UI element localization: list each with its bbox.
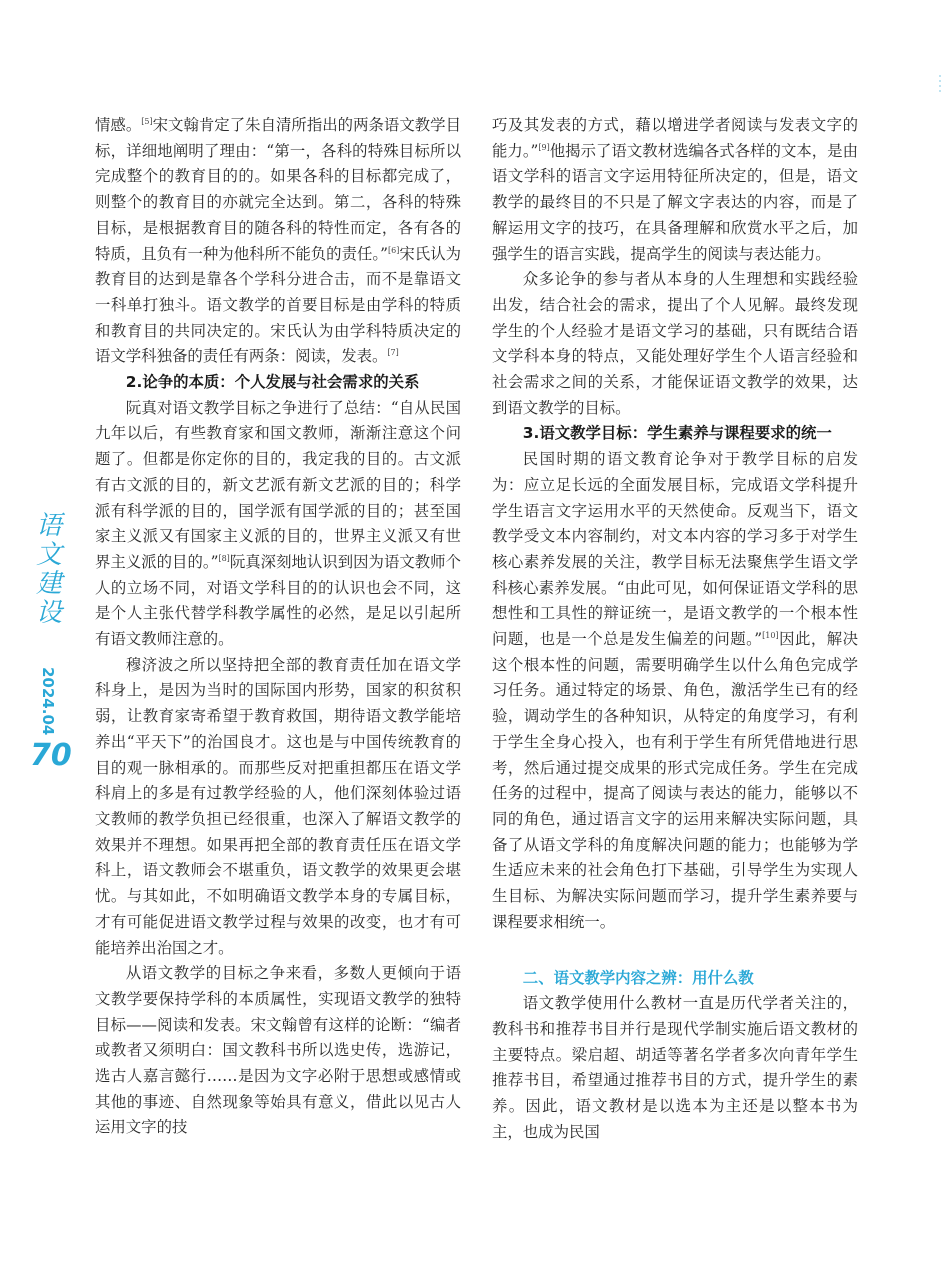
paragraph: 情感。[5]宋文翰肯定了朱自清所指出的两条语文教学目标，详细地阐明了理由：“第一，各科的特殊目标所以完成整个的教育目的的。如果各科的目标都完成了，则整个的教育目的亦就完全达到。第二，各科的特殊目标，是根据教育目的随各科的特性而定，各有各的特质，且负有一种为他科所不能负的责任。”[6]宋氏认为教育目的达到是靠各个学科分进合击，而不是靠语文一科单打独斗。语文教学的首要目标是由学科的特质和教育目的共同决定的。宋氏认为由学科特质决定的语文学科独备的责任有两条：阅读，发表。[7] <box>95 116 461 366</box>
paragraph: 众多论争的参与者从本身的人生理想和实践经验出发，结合社会的需求，提出了个人见解。最终发现学生的个人经验才是语文学习的基础，只有既结合语文学科本身的特点，又能处理好学生个人语言经验和社会需求之间的关系，才能保证语文教学的效果，达到语文教学的目标。 <box>492 270 858 417</box>
citation: [8] <box>218 553 230 563</box>
subsection-heading: 2.论争的本质：个人发展与社会需求的关系 <box>125 373 420 392</box>
subsection-heading: 3.语文教学目标：学生素养与课程要求的统一 <box>522 424 832 443</box>
right-column <box>492 113 858 1145</box>
journal-name: 语文建设 <box>35 511 62 628</box>
citation: [6] <box>388 245 400 255</box>
citation: [5] <box>141 117 153 126</box>
journal-issue: 2024.04 <box>39 667 57 736</box>
paragraph: 从语文教学的目标之争来看，多数人更倾向于语文教学要保持学科的本质属性，实现语文教学的独特目标——阅读和发表。宋文翰曾有这样的论断：“编者或教者又须明白：国文教科书所以选史传，选游记，选古人嘉言懿行……是因为文字必附于思想或感情或其他的事迹、自然现象等始具有意义，借此以见古人运用文字的技 <box>95 964 461 1137</box>
paragraph: 民国时期的语文教育论争对于教学目标的启发为：应立足长远的全面发展目标，完成语文学科提升学生语言文字运用水平的天然使命。反观当下，语文教学受文本内容制约，对文本内容的学习多于对学生核心素养发展的关注，教学目标无法聚焦学生语文学科核心素养发展。“由此可见，如何保证语文学科的思想性和工具性的辩证统一，是语文教学的一个根本性问题，也是一个总是发生偏差的问题。”[10]因此，解决这个根本性的问题，需要明确学生以什么角色完成学习任务。通过特定的场景、角色，激活学生已有的经验，调动学生的各种知识，从特定的角度学习，有利于学生全身心投入，也有利于学生有所凭借地进行思考，然后通过提交成果的形式完成任务。学生在完成任务的过程中，提高了阅读与表达的能力，能够以不同的角色，通过语言文字的运用来解决实际问题，具备了从语文学科的角度解决问题的能力；也能够为学生适应未来的社会角色打下基础，引导学生为实现人生目标、为解决实际问题而学习，提升学生素养要与课程要求相统一。 <box>492 450 858 931</box>
paragraph: 巧及其发表的方式，藉以增进学者阅读与发表文字的能力。”[9]他揭示了语文教材选编各式各样的文本，是由语文学科的语言文字运用特征所决定的，但是，语文教学的最终目的不只是了解文字表达的内容，而是了解运用文字的技巧，在具备理解和欣赏水平之后，加强学生的语言实践，提高学生的阅读与表达能力。 <box>492 116 858 263</box>
citation: [7] <box>387 348 399 358</box>
page-number: 70 <box>30 738 72 773</box>
corner-decoration <box>936 72 944 95</box>
citation: [10] <box>762 631 779 641</box>
paragraph: 穆济波之所以坚持把全部的教育责任加在语文学科身上，是因为当时的国际国内形势，国家的积贫积弱，让教育家寄希望于教育救国，期待语文教学能培养出“平天下”的治国良才。这也是与中国传统教育的目的观一脉相承的。而那些反对把重担都压在语文学科肩上的多是有过教学经验的人，他们深刻体验过语文教师的教学负担已经很重，也深入了解语文教学的效果并不理想。如果再把全部的教育责任压在语文学科上，语文教师会不堪重负，语文教学的效果更会堪忧。与其如此，不如明确语文教学本身的专属目标，才有可能促进语文教学过程与效果的改变，也才有可能培养出治国之才。 <box>95 655 461 957</box>
left-column <box>95 113 461 1141</box>
citation: [9] <box>538 142 550 152</box>
paragraph: 阮真对语文教学目标之争进行了总结：“自从民国九年以后，有些教育家和国文教师，渐渐注意这个问题了。但都是你定你的目的，我定我的目的。古文派有古文派的目的，新文艺派有新文艺派的目的；科学派有科学派的目的，国学派有国学派的目的；甚至国家主义派又有国家主义派的目的，世界主义派又有世界主义派的目的。”[8]阮真深刻地认识到因为语文教师个人的立场不同，对语文学科目的的认识也会不同，这是个人主张代替学科教学属性的必然，是足以引起所有语文教师注意的。 <box>95 398 461 649</box>
paragraph: 语文教学使用什么教材一直是历代学者关注的，教科书和推荐书目并行是现代学制实施后语文教材的主要特点。梁启超、胡适等著名学者多次向青年学生推荐书目，希望通过推荐书目的方式，提升学生的素养。因此，语文教材是以选本为主还是以整本书为主，也成为民国 <box>492 994 858 1141</box>
section-heading: 二、语文教学内容之辨：用什么教 <box>522 968 754 987</box>
